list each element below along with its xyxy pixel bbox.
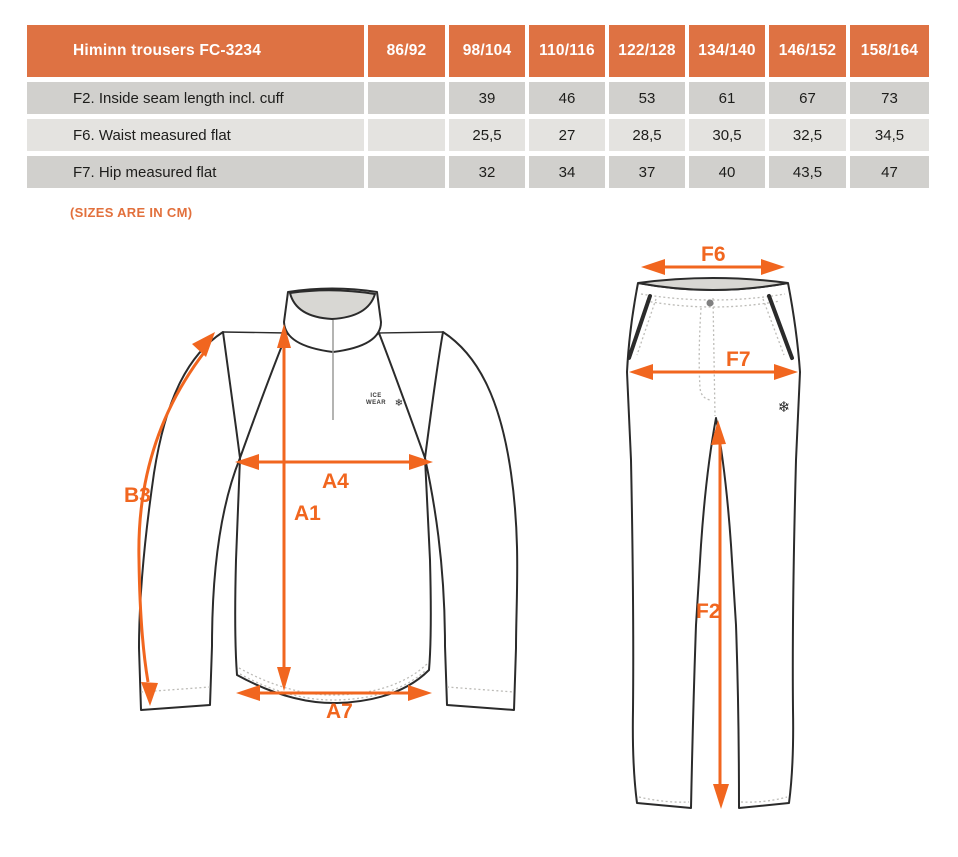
size-header-146-152: 146/152 (769, 25, 846, 77)
f2-label: F2 (696, 600, 721, 623)
size-header-86-92: 86/92 (368, 25, 445, 77)
sweater-left-sleeve (139, 332, 240, 710)
row-label-f2: F2. Inside seam length incl. cuff (27, 82, 364, 114)
cell-value: 39 (449, 82, 525, 114)
sizes-unit-note: (SIZES ARE IN CM) (70, 205, 193, 220)
cell-value: 40 (689, 156, 765, 188)
cell-value: 61 (689, 82, 765, 114)
cell-value: 73 (850, 82, 929, 114)
trousers-drawing (627, 243, 800, 809)
f7-label: F7 (726, 348, 751, 371)
size-header-158-164: 158/164 (850, 25, 929, 77)
cell-value (368, 156, 445, 188)
cell-value: 32 (449, 156, 525, 188)
cell-value: 46 (529, 82, 605, 114)
a7-label: A7 (326, 700, 353, 723)
cell-value: 53 (609, 82, 685, 114)
measurement-diagram (0, 230, 958, 857)
b3-label: B3 (124, 484, 151, 507)
logo-text-ice: ICE (370, 393, 382, 399)
cell-value: 30,5 (689, 119, 765, 151)
cell-value: 67 (769, 82, 846, 114)
cell-value: 27 (529, 119, 605, 151)
cell-value: 47 (850, 156, 929, 188)
f6-arrow (641, 243, 785, 275)
trousers-snowflake-icon: ❄ (777, 398, 791, 416)
a4-label: A4 (322, 470, 349, 493)
cell-value: 34 (529, 156, 605, 188)
sweater-drawing (124, 289, 517, 724)
a1-label: A1 (294, 502, 321, 525)
cell-value: 32,5 (769, 119, 846, 151)
size-header-110-116: 110/116 (529, 25, 605, 77)
row-label-f7: F7. Hip measured flat (27, 156, 364, 188)
cell-value: 25,5 (449, 119, 525, 151)
row-label-f6: F6. Waist measured flat (27, 119, 364, 151)
size-header-122-128: 122/128 (609, 25, 685, 77)
size-header-98-104: 98/104 (449, 25, 525, 77)
cell-value (368, 82, 445, 114)
right-shoulder-seam (379, 332, 443, 333)
table-title-cell: Himinn trousers FC-3234 (27, 25, 364, 77)
cell-value: 37 (609, 156, 685, 188)
size-chart-table (27, 25, 929, 188)
cell-value: 34,5 (850, 119, 929, 151)
sweater-right-sleeve (425, 332, 517, 710)
f6-label: F6 (701, 243, 726, 266)
size-header-134-140: 134/140 (689, 25, 765, 77)
sweater-snowflake-icon: ❄ (394, 398, 404, 409)
waist-button (707, 300, 714, 307)
left-shoulder-seam (223, 332, 287, 333)
cell-value: 43,5 (769, 156, 846, 188)
logo-text-wear: WEAR (366, 400, 386, 406)
cell-value: 28,5 (609, 119, 685, 151)
cell-value (368, 119, 445, 151)
